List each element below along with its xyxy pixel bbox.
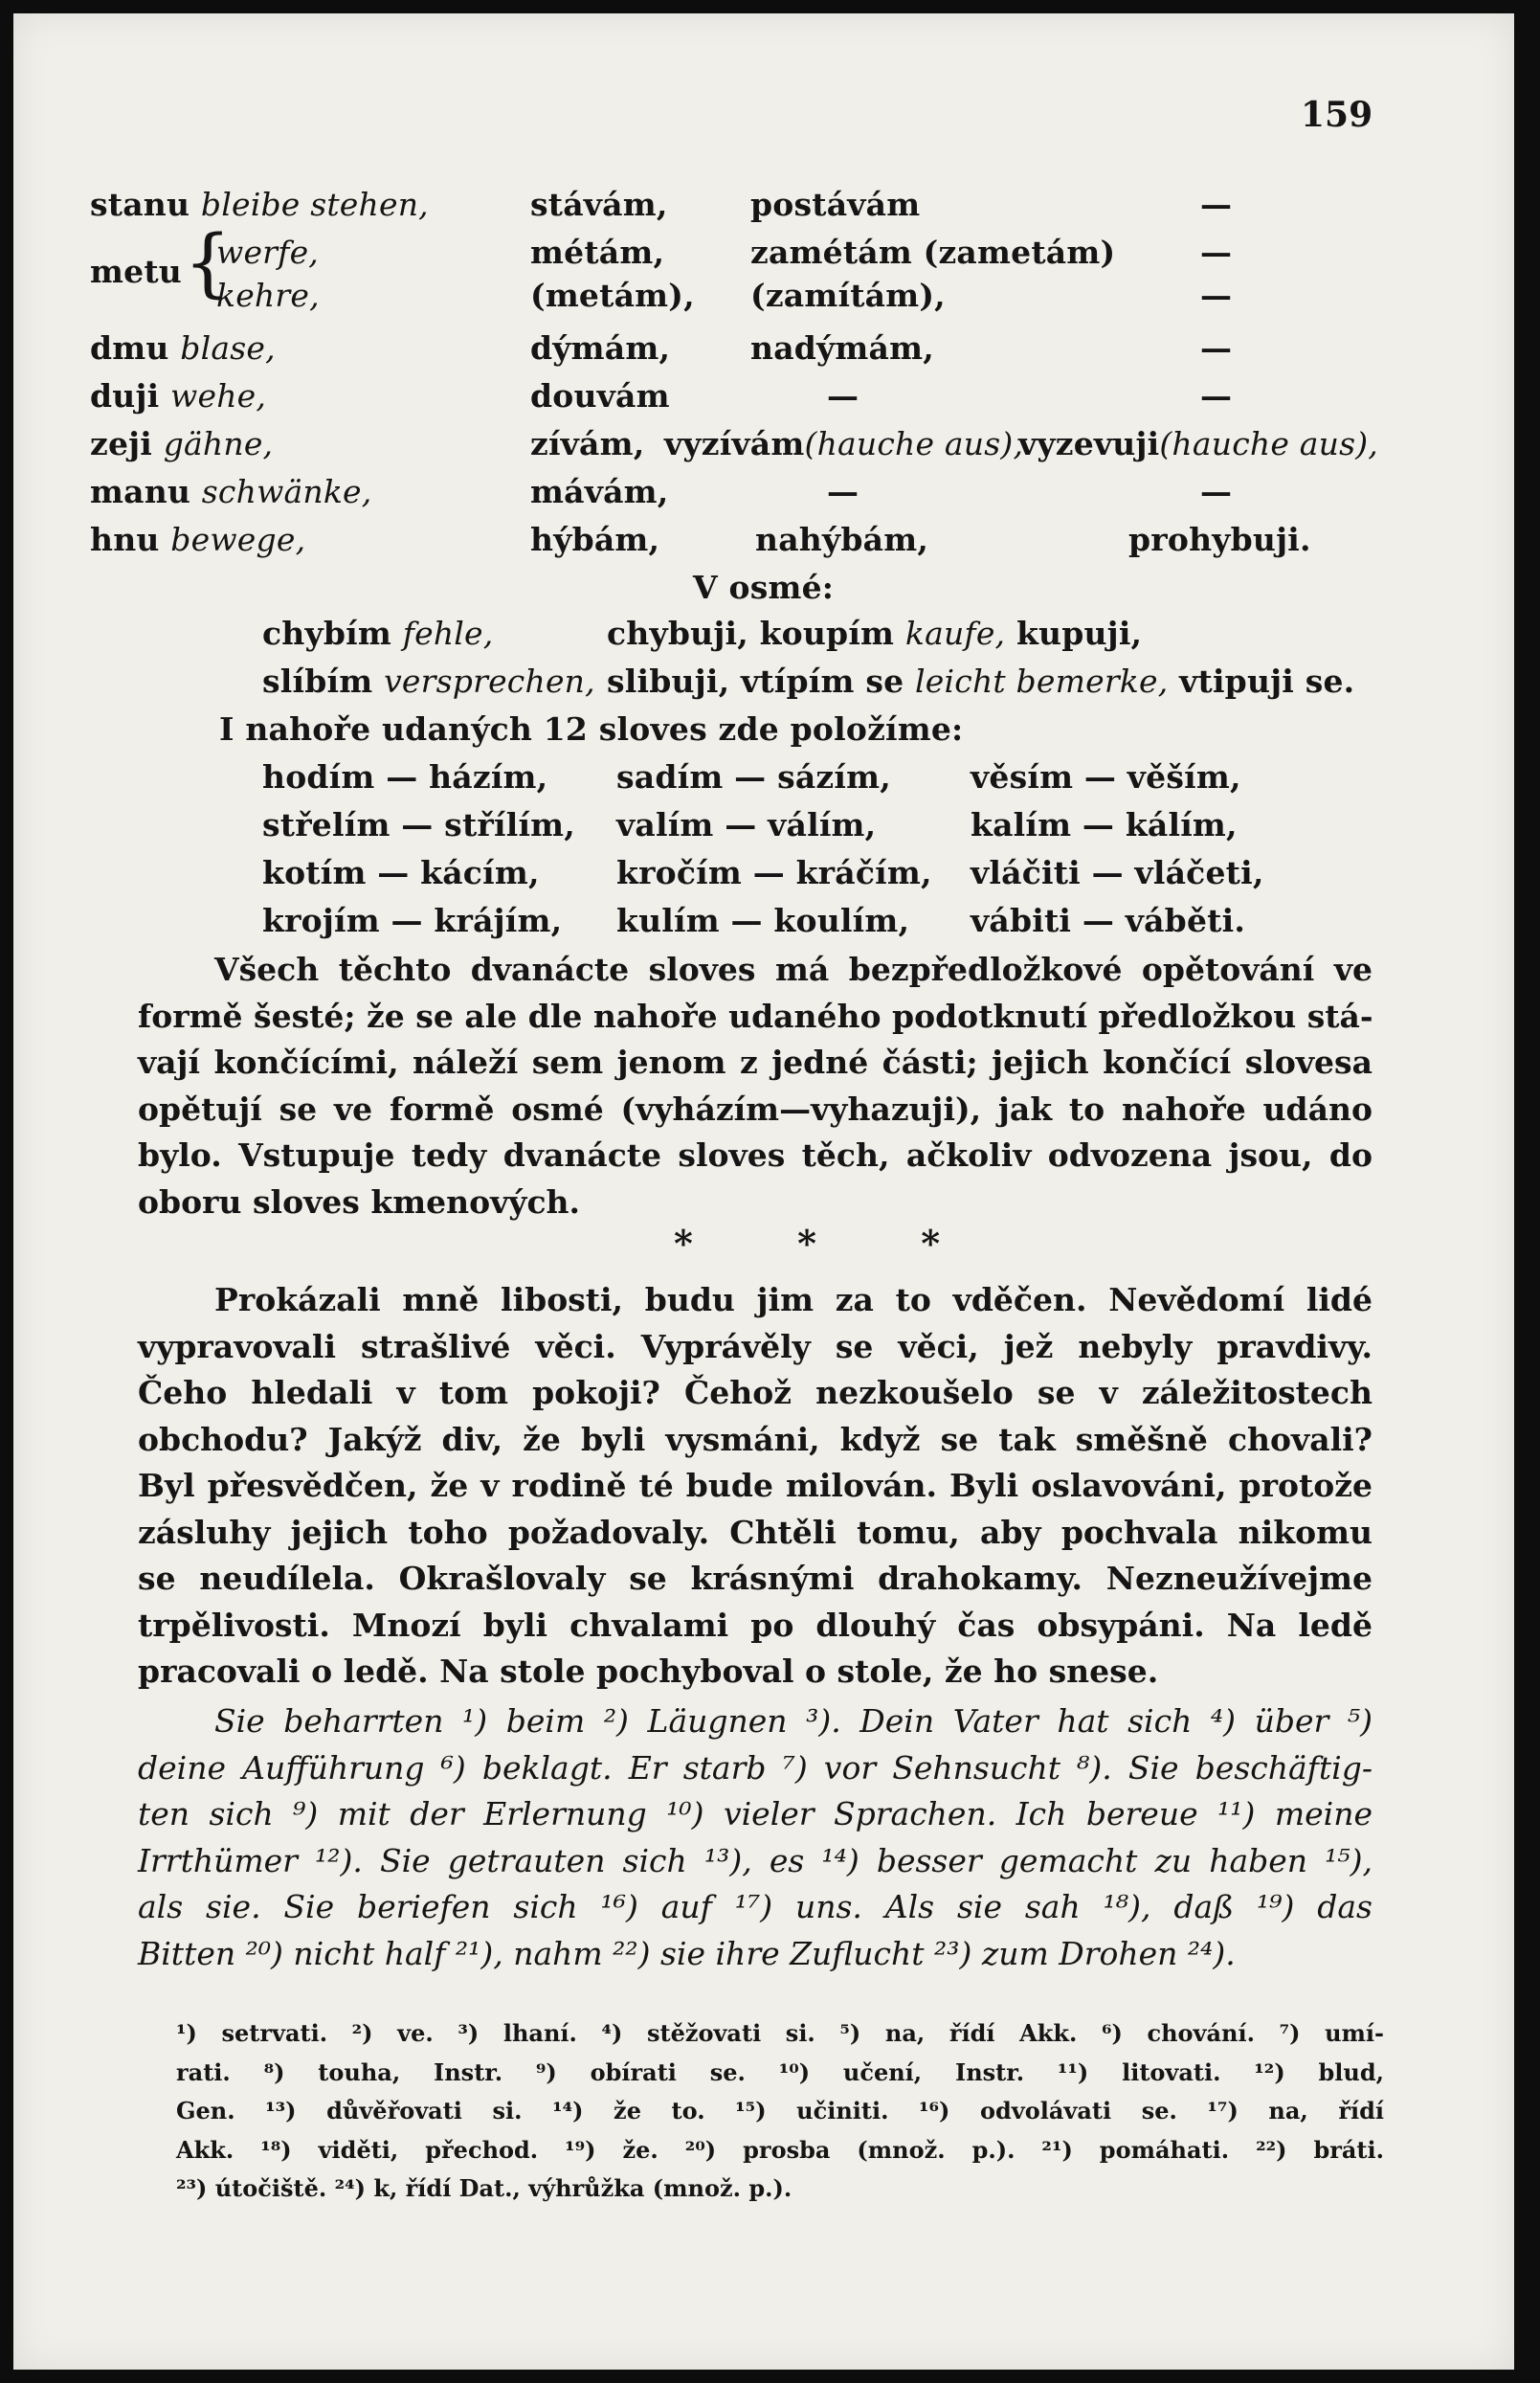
grid-cell: hodím — házím, (262, 758, 548, 796)
table-cell: nahýbám, (755, 521, 929, 558)
grid-cell: vláčiti — vláčeti, (971, 854, 1264, 891)
table-cell: — (1200, 234, 1233, 271)
text-line: vypravovali strašlivé věci. Vyprávěly se věci, jež nebyly pravdivy. (138, 1327, 1373, 1365)
text-line: bylo. Vstupuje tedy dvanácte sloves těch, ačkoliv odvozena jsou, do (138, 1136, 1373, 1174)
text-line: Čeho hledali v tom pokoji? Čehož nezkoušelo se v záležitostech (138, 1374, 1373, 1411)
text-line: als sie. Sie beriefen sich ¹⁶) auf ¹⁷) uns. Als sie sah ¹⁸), daß ¹⁹) das (138, 1888, 1373, 1925)
table-cell: (metám), (530, 277, 695, 314)
text-line: Prokázali mně libosti, budu jim za to vděčen. Nevědomí lidé (214, 1281, 1373, 1318)
table-cell: — (827, 377, 859, 415)
table-cell: stávám, (530, 186, 668, 223)
text-line: deine Aufführung ⁶) beklagt. Er starb ⁷) vor Sehnsucht ⁸). Sie beschäftig- (138, 1748, 1373, 1787)
table-row: hnu bewege, (90, 521, 306, 558)
german-exercise (138, 1698, 1373, 1977)
footnote-line: Gen. ¹³) důvěřovati si. ¹⁴) že to. ¹⁵) učiniti. ¹⁶) odvolávati se. ¹⁷) na, řídí (176, 2097, 1384, 2124)
text-line: ten sich ⁹) mit der Erlernung ¹⁰) vieler Sprachen. Ich bereue ¹¹) meine (138, 1795, 1373, 1832)
text-line: zásluhy jejich toho požadovaly. Chtěli tomu, aby pochvala nikomu (138, 1513, 1373, 1551)
text-line: Byl přesvědčen, že v rodině té bude milován. Byli oslavováni, protože (138, 1467, 1373, 1504)
text-line: Bitten ²⁰) nicht half ²¹), nahm ²²) sie ihre Zuflucht ²³) zum Drohen ²⁴). (138, 1934, 1236, 1972)
table-row: dmu blase, (90, 329, 276, 367)
table-cell: douvám (530, 377, 670, 415)
table-cell: zívám, (530, 425, 645, 462)
footnotes (176, 2014, 1384, 2209)
page-number: 159 (1301, 95, 1373, 135)
brace: { (184, 220, 232, 306)
table-cell: slibuji, vtípím se leicht bemerke, vtipuji se. (607, 663, 1355, 700)
table-cell: kehre, (216, 277, 320, 314)
table-cell: métám, (530, 234, 665, 271)
table-cell: vyzevuji(hauche aus), (1018, 425, 1378, 462)
section-divider: * * * (674, 1222, 987, 1265)
grid-cell: krojím — krájím, (262, 902, 563, 939)
grid-cell: kročím — kráčím, (616, 854, 932, 891)
text-line: oboru sloves kmenových. (138, 1182, 581, 1221)
grid-cell: věsím — věším, (971, 758, 1241, 796)
table-row: zeji gähne, (90, 425, 274, 462)
footnote-line: Akk. ¹⁸) viděti, přechod. ¹⁹) že. ²⁰) prosba (množ. p.). ²¹) pomáhati. ²²) bráti. (176, 2135, 1384, 2164)
text-line: Irrthümer ¹²). Sie getrauten sich ¹³), es ¹⁴) besser gemacht zu haben ¹⁵), (138, 1841, 1373, 1879)
intro-line: I nahoře udaných 12 sloves zde položíme: (219, 710, 964, 748)
grid-cell: vábiti — váběti. (971, 902, 1246, 939)
table-cell: slíbím versprechen, (262, 663, 595, 700)
grid-cell: sadím — sázím, (616, 758, 891, 796)
text-line: Všech těchto dvanácte sloves má bezpředložkové opětování ve (214, 951, 1373, 988)
table-cell: vyzívám(hauche aus), (664, 425, 1024, 462)
table-cell: zamétám (zametám) (750, 234, 1116, 271)
paragraph-1 (138, 947, 1373, 1225)
paragraph-2 (138, 1277, 1373, 1696)
grid-cell: kulím — koulím, (616, 902, 910, 939)
table-row: stanu bleibe stehen, (90, 186, 429, 223)
text-line: obchodu? Jakýž div, že byli vysmáni, když se tak směšně chovali? (138, 1420, 1373, 1458)
table-cell: — (1200, 277, 1233, 314)
table-cell: mávám, (530, 473, 669, 510)
text-line: trpělivosti. Mnozí byli chvalami po dlouhý čas obsypáni. Na ledě (138, 1606, 1373, 1644)
table-cell: chybuji, koupím kaufe, kupuji, (607, 615, 1143, 652)
table-cell: — (1200, 186, 1233, 223)
grid-cell: kotím — kácím, (262, 854, 540, 891)
table-row: manu schwänke, (90, 473, 372, 510)
table-cell: dýmám, (530, 329, 671, 367)
text-line: opětují se ve formě osmé (vyházím—vyhazuji), jak to nahoře udáno (138, 1090, 1373, 1128)
grid-cell: střelím — střílím, (262, 806, 575, 843)
grid-cell: kalím — kálím, (971, 806, 1238, 843)
text-line: Sie beharrten ¹) beim ²) Läugnen ³). Dein Vater hat sich ⁴) über ⁵) (214, 1702, 1373, 1740)
table-cell: — (1200, 329, 1233, 367)
text-line: formě šesté; že se ale dle nahoře udaného podotknutí předložkou stá- (138, 997, 1373, 1035)
text-line: vají končícími, náleží sem jenom z jedné části; jejich končící slovesa (138, 1044, 1373, 1081)
text-line: pracovali o ledě. Na stole pochyboval o stole, že ho snese. (138, 1652, 1159, 1690)
table-cell: hýbám, (530, 521, 660, 558)
table-cell: prohybuji. (1128, 521, 1311, 558)
table-cell: — (827, 473, 859, 510)
table-cell: (zamítám), (750, 277, 946, 314)
table-cell: werfe, (216, 234, 319, 271)
table-cell: — (1200, 473, 1233, 510)
section-heading: V osmé: (693, 569, 835, 606)
text-line: se neudílela. Okrašlovaly se krásnými drahokamy. Nezneužívejme (138, 1560, 1373, 1597)
table-row: duji wehe, (90, 377, 267, 415)
footnote-line: ¹) setrvati. ²) ve. ³) lhaní. ⁴) stěžovati si. ⁵) na, řídí Akk. ⁶) chování. ⁷) umí- (176, 2019, 1384, 2047)
grid-cell: valím — válím, (616, 806, 877, 843)
book-page (13, 13, 1514, 2370)
footnote-line: rati. ⁸) touha, Instr. ⁹) obírati se. ¹⁰) učení, Instr. ¹¹) litovati. ¹²) blud, (176, 2057, 1384, 2086)
table-cell: nadýmám, (750, 329, 934, 367)
table-cell: metu (90, 253, 182, 290)
table-cell: chybím fehle, (262, 615, 494, 652)
table-cell: postávám (750, 186, 921, 223)
footnote-line: ²³) útočiště. ²⁴) k, řídí Dat., výhrůžka (množ. p.). (176, 2174, 792, 2202)
table-cell: — (1200, 377, 1233, 415)
